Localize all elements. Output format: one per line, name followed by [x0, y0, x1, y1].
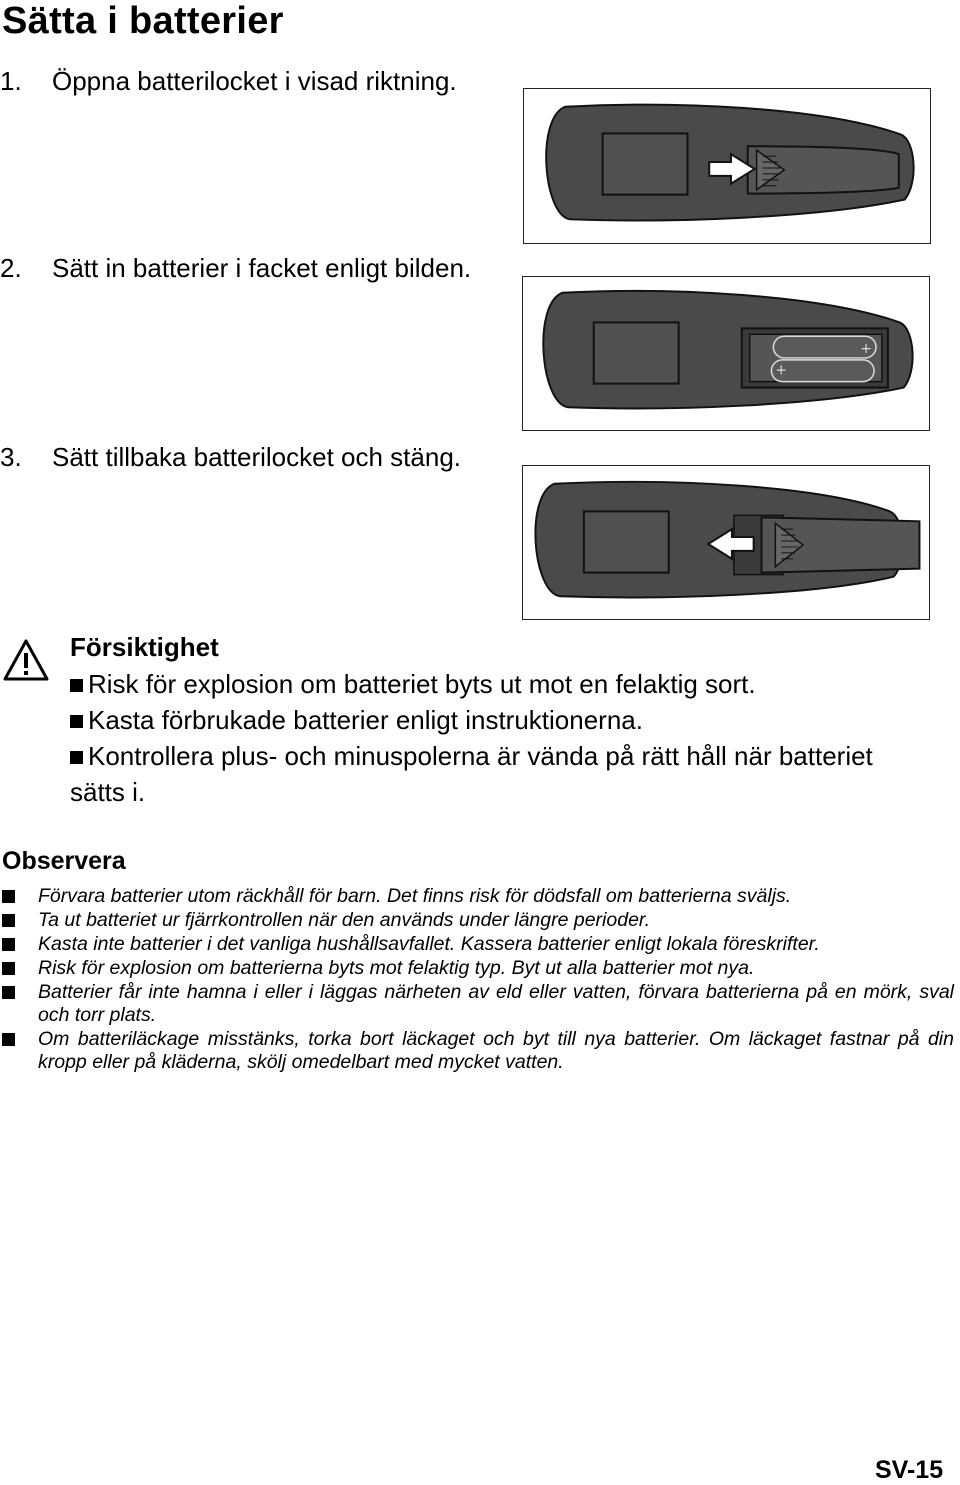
caution-item-continued: sätts i. — [70, 777, 146, 807]
observe-item: Om batteriläckage misstänks, torka bort läckaget och byt till nya batterier. Om läckaget fastnar på din kropp eller på kläderna, skölj omedelbart med mycket vatten. — [38, 1028, 954, 1073]
bullet-square-icon — [70, 751, 83, 764]
plus-mark: + — [775, 362, 787, 379]
figure-open-cover — [523, 88, 931, 244]
step-number: 1. — [0, 66, 22, 96]
caution-title: Försiktighet — [70, 632, 219, 662]
bullet-square-icon — [70, 715, 83, 728]
remote-batteries-image — [523, 277, 929, 430]
warning-triangle-icon — [2, 638, 50, 682]
page-title: Sätta i batterier — [2, 0, 284, 42]
step-text: Sätt in batterier i facket enligt bilden. — [52, 253, 472, 283]
bullet-square-icon — [2, 938, 15, 951]
bullet-square-icon — [2, 986, 15, 999]
observe-title: Observera — [2, 847, 126, 875]
step-text: Sätt tillbaka batterilocket och stäng. — [52, 442, 462, 472]
caution-item: Risk för explosion om batteriet byts ut mot en felaktig sort. — [70, 667, 950, 701]
observe-item: Kasta inte batterier i det vanliga hushållsavfallet. Kassera batterier enligt lokala föreskrifter. — [38, 933, 820, 955]
plus-mark: + — [860, 341, 872, 358]
caution-item: Kontrollera plus- och minuspolerna är vända på rätt håll när batteriet — [70, 739, 950, 773]
bullet-square-icon — [70, 679, 83, 692]
figure-insert-batteries — [522, 276, 930, 431]
bullet-square-icon — [2, 914, 15, 927]
step-text: Öppna batterilocket i visad riktning. — [52, 66, 457, 96]
remote-close-cover-image — [523, 466, 929, 619]
bullet-square-icon — [2, 962, 15, 975]
caution-item: Kasta förbrukade batterier enligt instruktionerna. — [70, 703, 950, 737]
step-number: 2. — [0, 253, 22, 283]
observe-item: Förvara batterier utom räckhåll för barn. Det finns risk för dödsfall om batterierna sväljs. — [38, 885, 792, 907]
figure-close-cover — [522, 465, 930, 620]
observe-item: Batterier får inte hamna i eller i läggas närheten av eld eller vatten, förvara batterierna på en mörk, sval och torr plats. — [38, 981, 954, 1026]
remote-open-cover-image — [524, 89, 930, 243]
page-number: SV-15 — [875, 1456, 944, 1484]
step-number: 3. — [0, 442, 22, 472]
observe-item: Risk för explosion om batterierna byts mot felaktig typ. Byt ut alla batterier mot nya. — [38, 957, 755, 979]
observe-item: Ta ut batteriet ur fjärrkontrollen när den används under längre perioder. — [38, 909, 651, 931]
bullet-square-icon — [2, 890, 15, 903]
bullet-square-icon — [2, 1033, 15, 1046]
